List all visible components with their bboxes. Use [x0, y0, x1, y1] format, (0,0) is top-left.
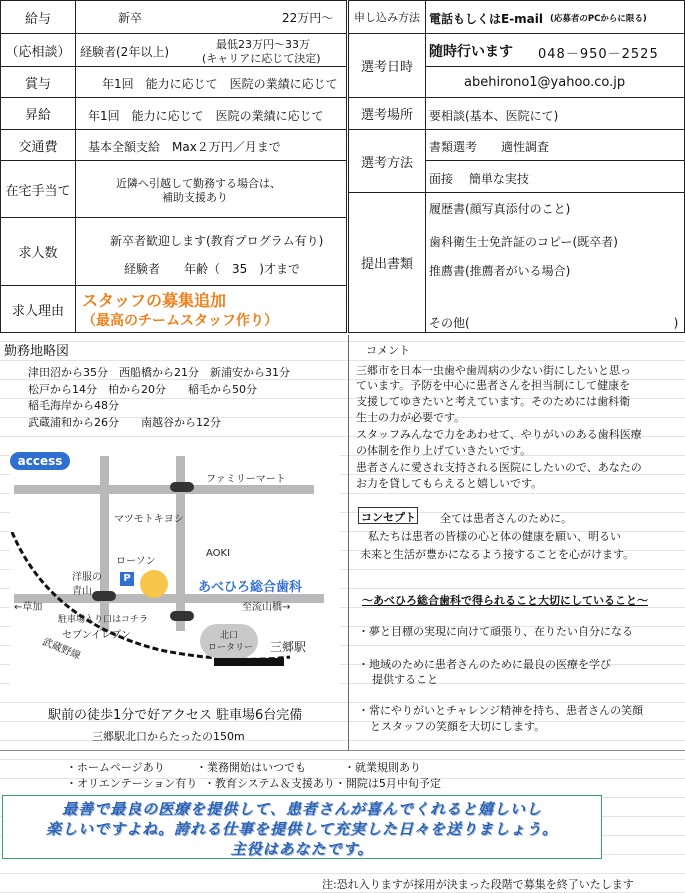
concept-line-1: 全ては患者さんのために。	[440, 512, 572, 525]
map-yofuku: 洋服の	[72, 572, 102, 583]
housing-text-1: 近隣へ引越して勤務する場合は、	[116, 177, 281, 190]
map-station: 三郷駅	[270, 640, 307, 654]
map-soka: ←草加	[14, 602, 43, 613]
comment-line: の体制を作り上げていきたいです。	[356, 444, 532, 457]
reason-label: 求人理由	[0, 285, 76, 333]
experience-label: （応相談）	[0, 33, 76, 67]
headcount-cell	[75, 217, 347, 286]
map-aoki: AOKI	[206, 548, 231, 559]
selection-method-value-1: 書類選考 適性調査	[429, 140, 550, 154]
access-line: 松戸から14分 柏から20分 稲毛から50分	[28, 383, 257, 396]
footer-note: 注:恐れ入りますが採用が決まった段階で募集を終了いたします	[322, 878, 634, 891]
access-line: 武蔵浦和から26分 南越谷から12分	[28, 416, 221, 429]
experience-range: 最低23万円～33万	[216, 38, 310, 51]
raise-label: 昇給	[0, 97, 76, 130]
apply-method-note: (応募者のPCからに限る)	[550, 14, 647, 24]
doc-item: 履歴書(顔写真添付のこと)	[429, 202, 571, 216]
salary-value: 22万円～	[282, 11, 334, 25]
parking-sign: P	[120, 572, 134, 586]
selection-method-label: 選考方法	[348, 129, 426, 193]
benefit-item: ・教育システム＆支援あり・開院は5月中旬予定	[204, 777, 441, 790]
phone-number: 048－950－2525	[538, 47, 659, 62]
housing-text-2: 補助支援あり	[162, 191, 228, 204]
comment-line: 生士の力が必要です。	[356, 411, 466, 424]
banner-line-1: 最善で最良の医療を提供して、患者さんが喜んでくれると嬉しいし	[62, 800, 542, 818]
map-matsumoto: マツモトキヨシ	[114, 514, 184, 525]
access-section-title: 勤務地略図	[4, 344, 70, 359]
email-address: abehirono1@yahoo.co.jp	[464, 75, 626, 90]
docs-label: 提出書類	[348, 192, 426, 333]
apply-method-value: 電話もしくはE-mail	[429, 12, 544, 26]
reason-sub: （最高のチームスタッフ作り）	[82, 313, 278, 329]
apply-method-cell	[425, 0, 685, 34]
comment-point: ・夢と目標の実現に向けて頑張り、在りたい自分になる	[358, 625, 633, 638]
transport-text: 基本全額支給 Max２万円／月まで	[88, 140, 281, 154]
comment-point: とスタッフの笑顔を大切にします。	[370, 720, 546, 733]
access-badge: access	[10, 452, 70, 470]
comment-line: お力を貸してもらえると嬉しいです。	[356, 477, 543, 490]
access-map	[10, 452, 340, 687]
raise-cell	[75, 97, 347, 130]
concept-line-3: 未来と生活が豊かになるよう接することを心がけます。	[360, 548, 635, 561]
benefit-item: ・オリエンテーション有り	[66, 777, 198, 790]
comment-point: 提供すること	[372, 673, 438, 686]
place-value: 要相談(基本、医院にて)	[429, 109, 559, 123]
comment-point: ・常にやりがいとチャレンジ精神を持ち、患者さんの笑顔	[358, 704, 644, 717]
section-divider	[348, 335, 349, 750]
road	[14, 485, 314, 494]
comment-point: ・地域のために患者さんのために最良の医療を学び	[358, 658, 611, 671]
apply-method-label: 申し込み方法	[348, 0, 426, 34]
headcount-text-2: 経験者 年齢（ 35 )才まで	[124, 262, 300, 276]
banner-line-3: 主役はあなたです。	[230, 840, 374, 858]
transport-label: 交通費	[0, 129, 76, 161]
map-rotary-1: 北口	[220, 631, 239, 641]
benefit-item: ・就業規則あり	[344, 761, 421, 774]
benefit-item: ・業務開始はいつでも	[196, 761, 306, 774]
selection-method-value-2: 面接 簡単な実技	[429, 172, 529, 186]
doc-item: 推薦書(推薦者がいる場合)	[429, 264, 571, 278]
station-platform	[214, 658, 284, 666]
docs-cell	[425, 192, 685, 333]
map-family-mart: ファミリーマート	[206, 474, 286, 485]
traffic-light-icon	[170, 482, 194, 492]
section-divider	[0, 750, 685, 751]
doc-item: 歯科衛生士免許証のコピー(既卒者)	[429, 235, 618, 249]
map-aoyama: 青山	[72, 586, 92, 597]
access-line: 津田沼から35分 西船橋から21分 新浦安から31分	[28, 366, 290, 379]
date-label: 選考日時	[348, 33, 426, 98]
email-cell	[425, 66, 685, 98]
map-parking-entrance: 駐車場入り口はコチラ	[58, 615, 149, 625]
doc-item: その他( )	[429, 316, 679, 330]
selection-method-cell-1	[425, 129, 685, 161]
comment-heading: ～あべひろ総合歯科で得られること大切にしていること～	[362, 594, 648, 607]
place-cell	[425, 97, 685, 130]
mascot-icon	[140, 570, 168, 598]
map-lawson: ローソン	[116, 556, 156, 567]
comment-line: ています。予防を中心に患者さんを担当制にして健康を	[356, 379, 631, 392]
experience-note: (キャリアに応じて決定)	[202, 52, 321, 65]
salary-grade: 新卒	[118, 11, 143, 25]
bonus-cell	[75, 66, 347, 98]
concept-line-2: 私たちは患者の皆様の心と体の健康を願い、明るい	[368, 530, 621, 543]
message-banner	[2, 795, 602, 859]
transport-cell	[75, 129, 347, 161]
comment-line: 三郷市を日本一虫歯や歯周病の少ない街にしたいと思っ	[356, 364, 631, 377]
access-walk: 駅前の徒歩1分で好アクセス 駐車場6台完備	[48, 708, 303, 723]
bonus-text: 年1回 能力に応じて 医院の業績に応じて	[102, 77, 338, 91]
map-clinic-name: あべひろ総合歯科	[198, 580, 303, 595]
map-nagareyama: 至流山橋→	[242, 602, 291, 613]
reason-cell	[75, 285, 347, 333]
housing-label: 在宅手当て	[0, 160, 76, 218]
date-cell	[425, 33, 685, 67]
headcount-text-1: 新卒者歓迎します(教育プログラム有り)	[110, 234, 324, 248]
access-line: 稲毛海岸から48分	[28, 399, 119, 412]
benefit-item: ・ホームページあり	[66, 761, 165, 774]
concept-label: コンセプト	[361, 511, 416, 524]
raise-text: 年1回 能力に応じて 医院の業績に応じて	[88, 109, 324, 123]
concept-label-box	[358, 507, 418, 524]
housing-cell	[75, 160, 347, 218]
comment-line: 患者さんに愛され支持される医院にしたいので、あなたの	[356, 461, 642, 474]
traffic-light-icon	[92, 591, 116, 601]
map-seven: セブンイレブン	[62, 630, 131, 641]
place-label: 選考場所	[348, 97, 426, 130]
comment-line: スタッフみんなで力をあわせて、やりがいのある歯科医療	[356, 428, 642, 441]
salary-label: 給与	[0, 0, 76, 34]
map-musashino: 武蔵野線	[40, 636, 82, 662]
traffic-light-icon	[170, 611, 194, 621]
bonus-label: 賞与	[0, 66, 76, 98]
selection-method-cell-2	[425, 160, 685, 193]
date-value: 随時行います	[429, 44, 513, 60]
comment-line: 支援してゆきたいと考えています。そのためには歯科衛	[356, 395, 631, 408]
access-distance: 三郷駅北口からたったの150m	[92, 730, 245, 743]
headcount-label: 求人数	[0, 217, 76, 286]
reason-main: スタッフの募集追加	[82, 291, 227, 310]
map-rotary-2: ロータリー	[208, 643, 254, 653]
experience-text: 経験者(2年以上)	[80, 45, 169, 59]
comment-title: コメント	[366, 344, 410, 357]
salary-cell	[75, 0, 347, 34]
banner-line-2: 楽しいですよね。誇れる仕事を提供して充実した日々を送りましょう。	[45, 820, 558, 838]
experience-cell	[75, 33, 347, 67]
